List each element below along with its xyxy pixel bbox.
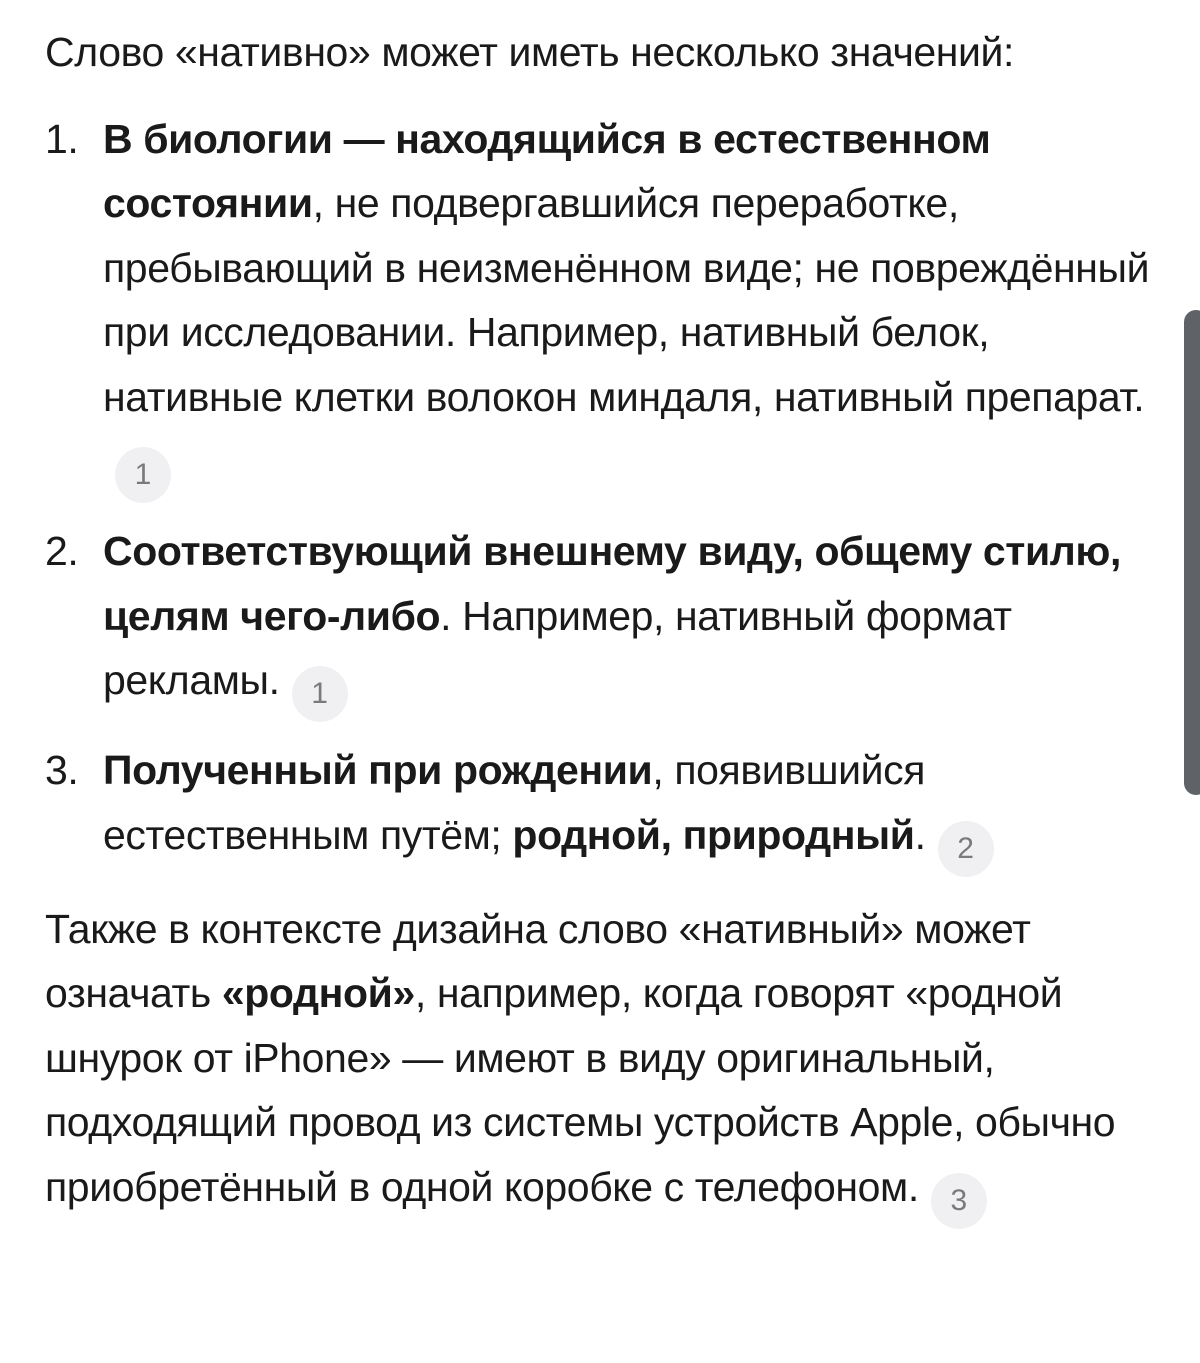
answer-content bbox=[45, 20, 1155, 1229]
outro-text-end: , например, когда говорят «родной шнурок от iPhone» — имеют в виду оригинальный, подходящий провод из системы устройств Apple, обычно приобретённый в одной коробке с телефоном. bbox=[45, 970, 1116, 1210]
source-ref-badge[interactable]: 1 bbox=[115, 447, 171, 503]
item-text: , не подвергавшийся переработке, пребывающий в неизменённом виде; не повреждённый при исследовании. Например, нативный белок, нативные клетки волокон миндаля, нативный препарат. bbox=[103, 180, 1150, 420]
item-text: . Например, нативный формат рекламы. bbox=[103, 592, 1012, 703]
source-ref-badge[interactable]: 1 bbox=[292, 666, 348, 722]
intro-paragraph: Слово «нативно» может иметь несколько значений: bbox=[45, 29, 1015, 75]
list-number: 2. bbox=[45, 528, 79, 574]
outro-bold-term: «родной» bbox=[221, 970, 415, 1016]
list-number: 1. bbox=[45, 115, 79, 162]
list-item bbox=[45, 107, 1155, 504]
item-text-end: . bbox=[914, 811, 926, 858]
meanings-list bbox=[45, 107, 1155, 877]
bold-term: В биологии — находящийся в естественном состоянии bbox=[103, 115, 991, 226]
outro-paragraph bbox=[45, 897, 1155, 1229]
bold-term: Полученный при рождении bbox=[103, 747, 653, 793]
list-item bbox=[45, 519, 1155, 722]
item-text: , появившийся естественным путём; bbox=[103, 747, 926, 858]
outro-text-start: Также в контексте дизайна слово «нативный» может означать bbox=[45, 905, 1031, 1016]
list-number: 3. bbox=[45, 747, 79, 793]
bold-term: Соответствующий внешнему виду, общему стилю, целям чего-либо bbox=[103, 528, 1122, 639]
source-ref-badge[interactable]: 3 bbox=[931, 1173, 987, 1229]
source-ref-badge[interactable]: 2 bbox=[938, 821, 994, 877]
bold-term-secondary: родной, природный bbox=[512, 811, 915, 858]
list-item bbox=[45, 738, 1155, 877]
scrollbar-handle[interactable] bbox=[1184, 310, 1200, 795]
